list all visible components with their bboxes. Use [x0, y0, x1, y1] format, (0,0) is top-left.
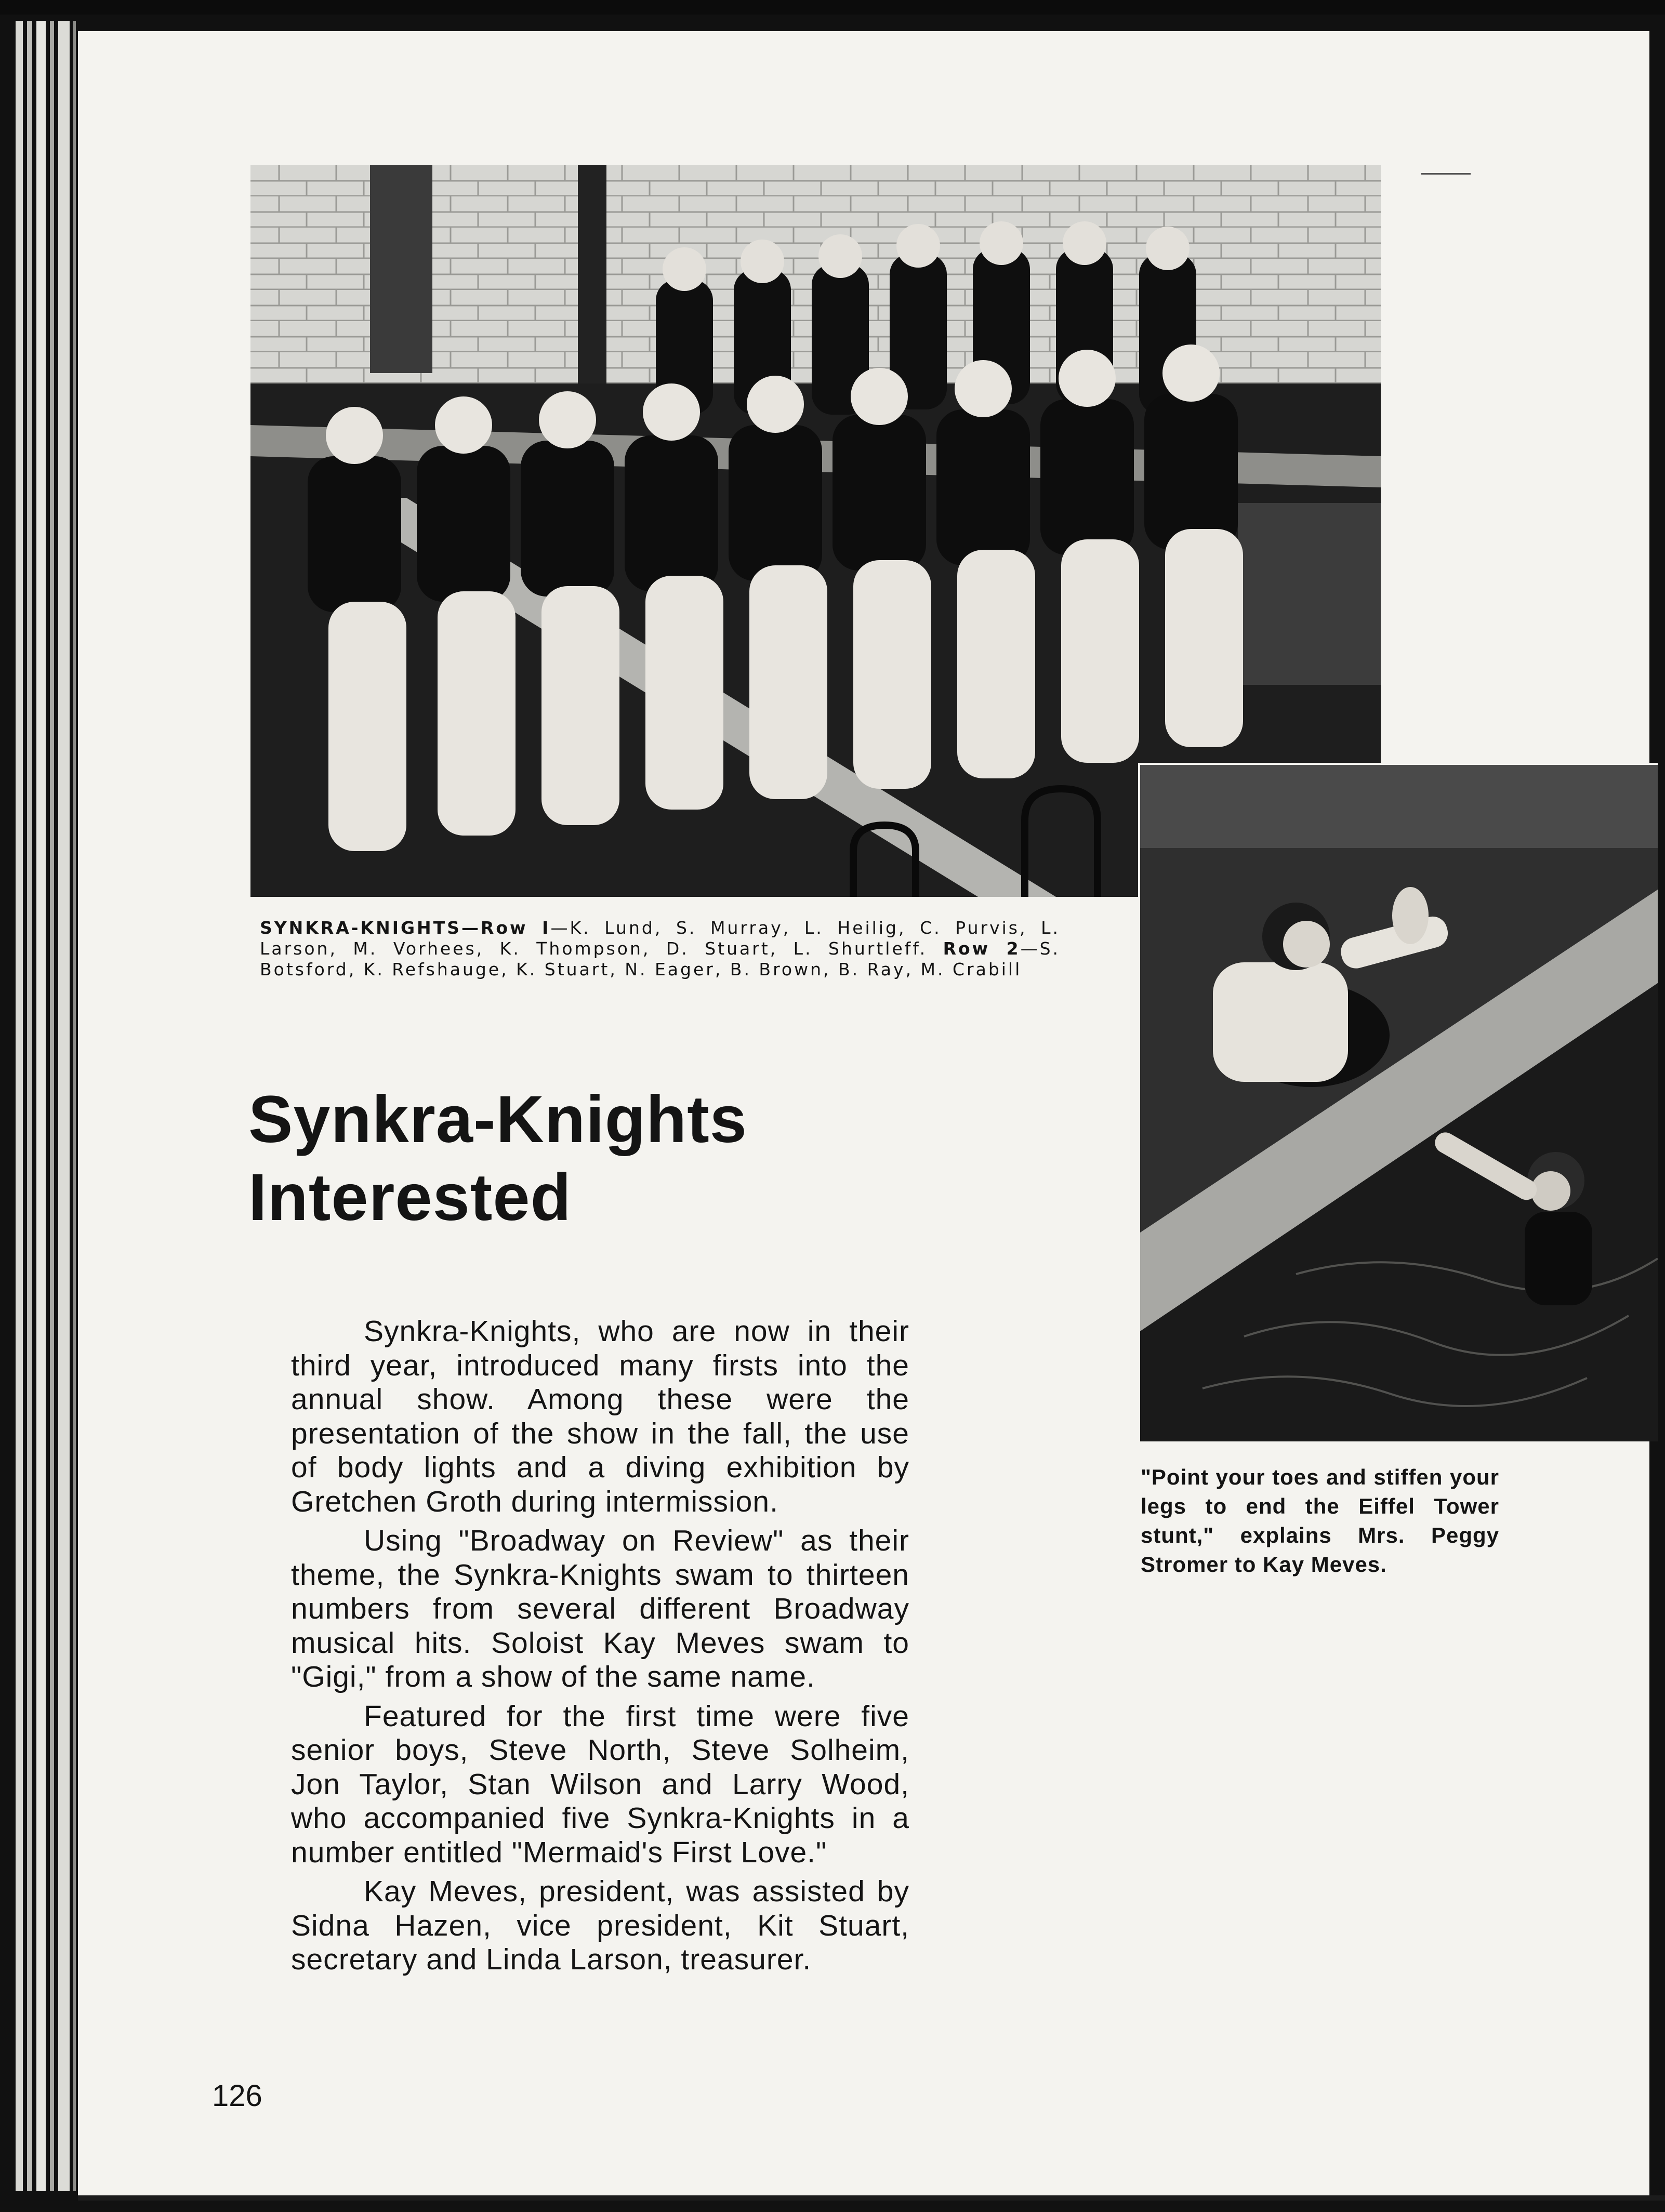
- bottom-edge-rule: [78, 2195, 1665, 2201]
- top-edge-rule: [0, 0, 1665, 15]
- team-photo-caption: [260, 918, 1060, 980]
- article-headline: Synkra-Knights Interested: [248, 1082, 747, 1235]
- article-body: [291, 1315, 909, 1982]
- caption-row2-label: Row 2: [943, 938, 1021, 959]
- coach-photo-image: [1140, 765, 1658, 1441]
- caption-row1-names: —K. Lund, S. Murray, L. Heilig, C. Purvis, L. Larson, M. Vorhees, K. Thompson, D. Stuart, L. Shurtleff.: [260, 918, 1060, 959]
- caption-row2-names: —S. Botsford, K. Refshauge, K. Stuart, N. Eager, B. Brown, B. Ray, M. Crabill: [260, 938, 1060, 979]
- corner-rule: [1421, 173, 1471, 175]
- page-number: 126: [212, 2079, 262, 2113]
- coach-photo: [1138, 763, 1658, 1441]
- caption-team-label: SYNKRA-KNIGHTS—: [260, 918, 481, 938]
- article-paragraph: Synkra-Knights, who are now in their third year, introduced many firsts into the annual show. Among these were the presentation of the show in the fall, the use of body lights and a diving exhibition by Gretchen Groth during intermission.: [291, 1315, 909, 1518]
- coach-photo-caption: "Point your toes and stiffen your legs to end the Eiffel Tower stunt," explains Mrs. Peggy Stromer to Kay Meves.: [1141, 1465, 1499, 1577]
- caption-row1-label: Row I: [480, 918, 551, 938]
- article-paragraph: Kay Meves, president, was assisted by Sidna Hazen, vice president, Kit Stuart, secretary and Linda Larson, treasurer.: [291, 1875, 909, 1976]
- article-paragraph: Using "Broadway on Review" as their theme, the Synkra-Knights swam to thirteen numbers from several different Broadway musical hits. Soloist Kay Meves swam to "Gigi," from a show of the same name.: [291, 1524, 909, 1693]
- article-paragraph: Featured for the first time were five senior boys, Steve North, Steve Solheim, Jon Taylor, Stan Wilson and Larry Wood, who accompanied five Synkra-Knights in a number entitled "Mermaid's First Love.": [291, 1699, 909, 1869]
